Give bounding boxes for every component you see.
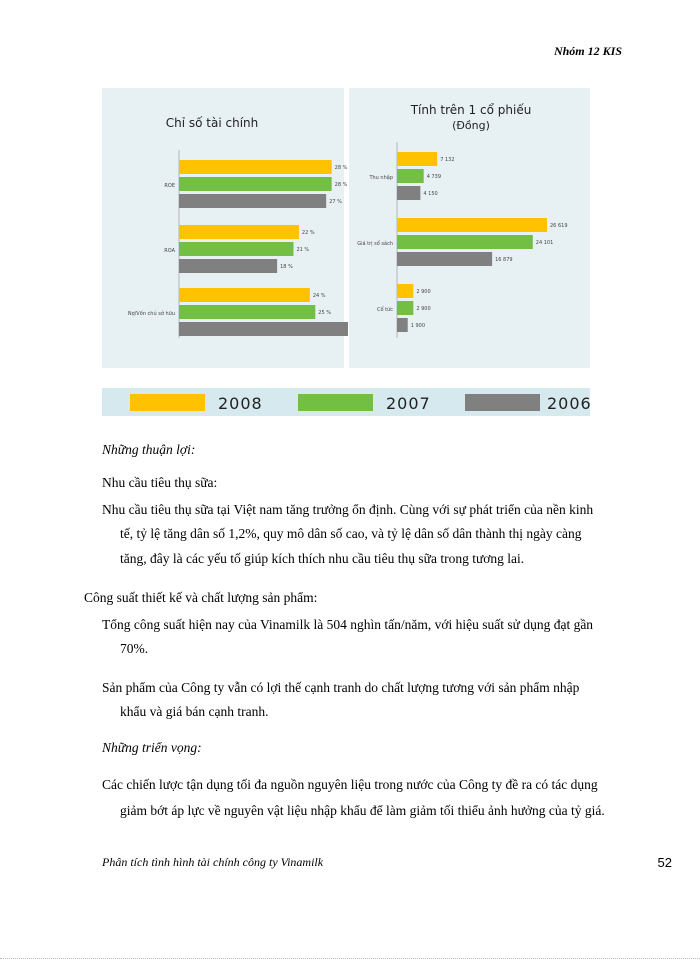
chart-title: Chỉ số tài chính (165, 116, 259, 130)
data-label: 4 150 (423, 191, 438, 197)
bar-2008 (179, 225, 299, 239)
data-label: 26 619 (550, 223, 568, 229)
bar-2007 (179, 177, 332, 191)
financial-ratios-chart (102, 88, 348, 368)
category-label: Giá trị sổ sách (357, 241, 393, 247)
data-label: 18 % (280, 264, 293, 270)
bar-2008 (397, 152, 437, 166)
data-label: 1 900 (410, 323, 426, 329)
category-label: Thu nhập (369, 175, 393, 181)
legend-swatch-2008 (130, 394, 205, 411)
data-label: 27 % (329, 199, 342, 205)
legend-label-2008: 2008 (218, 394, 263, 413)
data-label: 22 % (301, 230, 315, 236)
category-label: Cổ tức (376, 307, 393, 313)
data-label: 4 739 (426, 174, 442, 180)
per-share-svg (349, 88, 590, 368)
chart-subtitle: (Đồng) (452, 119, 490, 132)
capacity-line: Tổng công suất hiện nay của Vinamilk là 504 nghìn tấn/năm, với hiệu suất sử dụng đạt gần (102, 617, 594, 632)
footer-title: Phân tích tình hình tài chính công ty Vinamilk (102, 855, 324, 869)
product-line: Sản phẩm của Công ty vẫn có lợi thế cạnh tranh do chất lượng tương với sản phẩm nhập (102, 680, 580, 695)
bar-2006 (179, 194, 326, 208)
bottom-divider (0, 958, 700, 959)
bar-2007 (397, 235, 533, 249)
bar-2008 (397, 284, 413, 298)
advantages-heading: Những thuận lợi: (102, 442, 196, 457)
data-label: 28 % (334, 165, 348, 171)
bar-2008 (179, 288, 310, 302)
demand-line: tăng, đây là các yếu tố giúp kích thích nhu cầu tiêu thụ sữa trong tương lai. (120, 551, 525, 566)
financial-ratios-svg (102, 88, 348, 368)
bar-2007 (397, 169, 424, 183)
prospects-line: Các chiến lược tận dụng tối đa nguồn nguyên liệu trong nước của Công ty đề ra có tác dụng (102, 777, 598, 792)
data-label: 2 900 (416, 306, 431, 312)
category-label: ROE (164, 183, 175, 189)
legend-swatch-2007 (298, 394, 373, 411)
category-label: ROA (164, 248, 175, 254)
category-label: Nợ/Vốn chủ sở hữu (127, 311, 175, 317)
legend-label-2007: 2007 (386, 394, 431, 413)
bar-2007 (179, 305, 315, 319)
capacity-title: Công suất thiết kế và chất lượng sản phẩm: (84, 590, 318, 605)
page-number: 52 (657, 855, 672, 870)
bar-2006 (397, 318, 408, 332)
data-label: 25 % (318, 310, 331, 316)
data-label: 16 879 (495, 257, 513, 263)
data-label: 24 % (312, 293, 326, 299)
prospects-line: giảm bớt áp lực về nguyên vật liệu nhập khẩu để làm giảm tối thiểu ảnh hưởng của tỷ giá. (120, 803, 605, 818)
per-share-chart (349, 88, 590, 368)
bar-2006 (397, 186, 420, 200)
product-line: khẩu và giá bán cạnh tranh. (120, 704, 269, 719)
chart-title: Tính trên 1 cổ phiếu (410, 103, 532, 117)
bar-2006 (179, 322, 348, 336)
chart-legend (102, 388, 590, 416)
legend-swatch-2006 (465, 394, 540, 411)
demand-line: Nhu cầu tiêu thụ sữa tại Việt nam tăng trưởng ổn định. Cùng với sự phát triển của nền kinh (102, 502, 594, 517)
data-label: 2 900 (416, 289, 431, 295)
prospects-heading: Những triển vọng: (102, 740, 202, 755)
capacity-line: 70%. (120, 641, 149, 656)
demand-title: Nhu cầu tiêu thụ sữa: (102, 475, 218, 490)
bar-2006 (397, 252, 492, 266)
data-label: 21 % (296, 247, 310, 253)
bar-2007 (397, 301, 413, 315)
group-header: Nhóm 12 KIS (553, 44, 622, 58)
data-label: 24 101 (535, 240, 554, 246)
bar-2007 (179, 242, 293, 256)
bar-2008 (397, 218, 547, 232)
bar-2008 (179, 160, 332, 174)
data-label: 7 132 (440, 157, 455, 163)
bar-2006 (179, 259, 277, 273)
legend-label-2006: 2006 (547, 394, 592, 413)
demand-line: tế, tỷ lệ tăng dân số 1,2%, quy mô dân số cao, và tỷ lệ dân số dân thành thị ngày càng (120, 526, 582, 541)
data-label: 28 % (334, 182, 348, 188)
